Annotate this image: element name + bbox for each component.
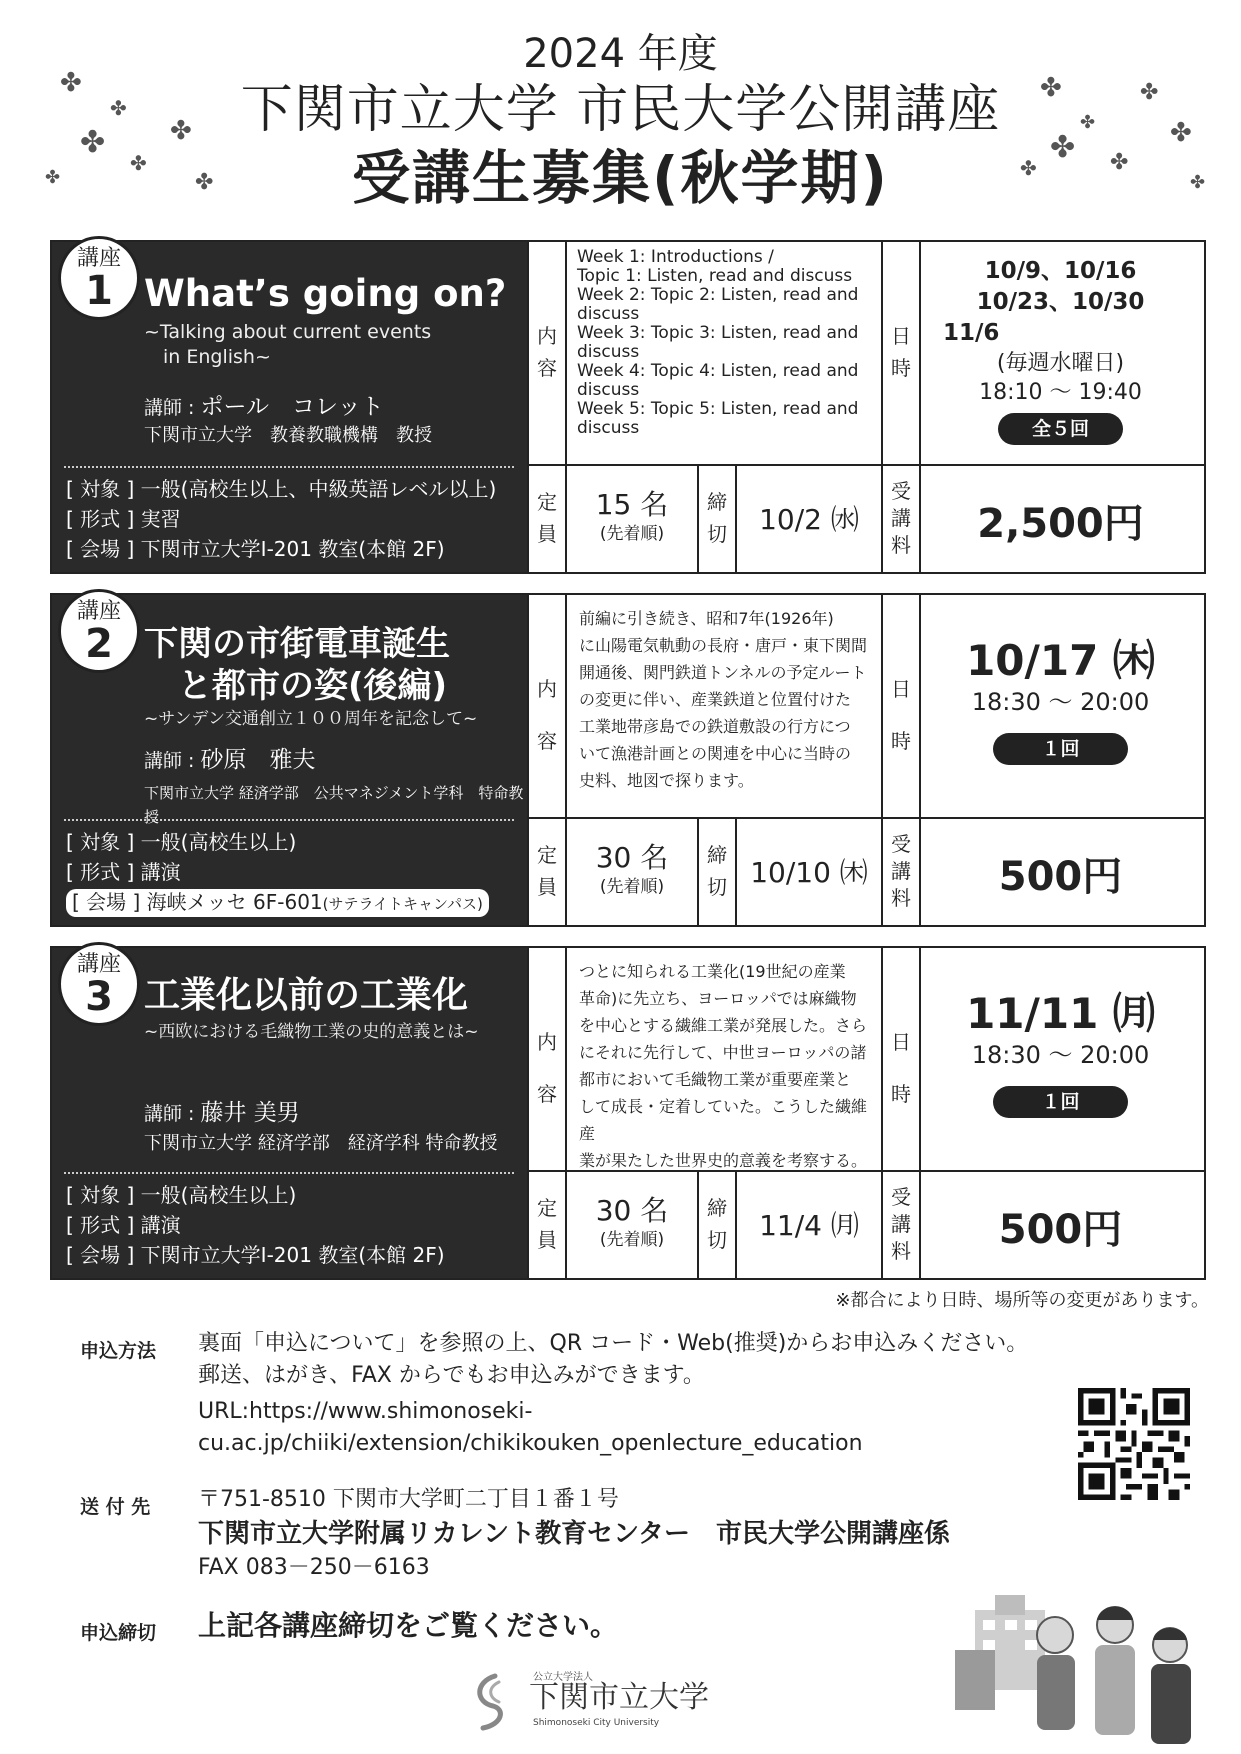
capacity-cell bbox=[565, 1172, 697, 1278]
deadline-section-label: 申込締切 bbox=[80, 1622, 157, 1644]
first-come-note: (先着順) bbox=[599, 524, 665, 544]
maple-leaf-icon: ✤ bbox=[1190, 172, 1206, 193]
course-number: 2 bbox=[85, 621, 113, 667]
content-line: 革命)に先立ち、ヨーロッパでは麻織物 bbox=[579, 989, 857, 1008]
content-label bbox=[527, 948, 565, 1170]
label-char: 内 bbox=[537, 677, 557, 701]
capacity-value: 30 名 bbox=[595, 1194, 669, 1227]
course-content bbox=[565, 948, 881, 1170]
fax-number: FAX 083－250－6163 bbox=[198, 1555, 430, 1580]
title-line: と都市の姿(後編) bbox=[144, 666, 448, 706]
course-card-2 bbox=[50, 593, 1206, 927]
deadline-value: 10/2 ㈬ bbox=[735, 466, 881, 572]
content-line: 工業地帯彦島での鉄道敷設の行方につ bbox=[579, 717, 851, 736]
fee-value: 2,500円 bbox=[919, 466, 1200, 572]
lecturer bbox=[144, 1100, 300, 1127]
schedule-line: 11/6 bbox=[943, 320, 1000, 346]
course-info-panel bbox=[52, 595, 527, 925]
maple-leaf-icon: ✤ bbox=[1040, 73, 1062, 103]
label-char: 受 bbox=[891, 832, 911, 856]
course-format: [ 形式 ] 実習 bbox=[66, 507, 181, 531]
label-char: 講 bbox=[891, 1212, 911, 1236]
schedule-date: 11/11 ㈪ bbox=[966, 989, 1155, 1038]
venue-note: (サテライトキャンパス) bbox=[322, 895, 483, 913]
schedule-line: 10/9、10/16 bbox=[984, 258, 1137, 284]
course-venue: [ 会場 ] 下関市立大学Ⅰ-201 教室(本館 2F) bbox=[66, 1243, 445, 1267]
url-line[interactable]: URL:https://www.shimonoseki- bbox=[198, 1399, 533, 1424]
target-audience: [ 対象 ] 一般(高校生以上) bbox=[66, 830, 297, 854]
lecturer-affiliation: 下関市立大学 教養教職機構 教授 bbox=[144, 425, 432, 446]
header-university: 下関市立大学 市民大学公開講座 bbox=[240, 80, 1001, 140]
date-label bbox=[881, 242, 919, 464]
lecturer-name: ポール コレット bbox=[200, 394, 384, 420]
label-char: 内 bbox=[537, 1030, 557, 1054]
content-line: にそれに先行して、中世ヨーロッパの諸 bbox=[579, 1043, 867, 1062]
course-label: 講座 bbox=[76, 599, 121, 624]
sessions-badge: １回 bbox=[993, 1086, 1127, 1118]
course-info-panel bbox=[52, 948, 527, 1278]
label-char: 講 bbox=[891, 506, 911, 530]
first-come-note: (先着順) bbox=[599, 877, 665, 897]
course-subtitle bbox=[144, 320, 431, 370]
label-char: 員 bbox=[537, 522, 557, 546]
maple-leaf-icon: ✤ bbox=[60, 68, 82, 98]
capacity-label bbox=[527, 1172, 565, 1278]
content-line: 業が果たした世界史的意義を考察する。 bbox=[579, 1151, 868, 1170]
content-label bbox=[527, 595, 565, 817]
label-char: 内 bbox=[537, 324, 557, 348]
label-char: 容 bbox=[537, 356, 557, 380]
course-title: What’s going on? bbox=[144, 272, 507, 315]
label-char: 時 bbox=[891, 356, 911, 380]
label-char: 時 bbox=[891, 729, 911, 753]
logo-mark-icon bbox=[465, 1672, 525, 1732]
fee-value: 500円 bbox=[919, 1172, 1200, 1278]
content-line: に山陽電気軌動の長府・唐戸・東下関間 bbox=[579, 636, 868, 655]
deadline-label bbox=[697, 1172, 735, 1278]
deadline-value: 10/10 ㈭ bbox=[735, 819, 881, 925]
course-number: 3 bbox=[85, 974, 113, 1020]
label-char: 定 bbox=[537, 843, 557, 867]
label-char: 容 bbox=[537, 1082, 557, 1106]
course-content bbox=[565, 242, 881, 464]
logo-en-text: Shimonoseki City University bbox=[533, 1718, 660, 1728]
content-line: discuss bbox=[577, 380, 640, 400]
venue-text: [ 会場 ] 海峡メッセ 6F-601 bbox=[72, 890, 323, 914]
lecturer-affiliation: 下関市立大学 経済学部 公共マネジメント学科 特命教授 bbox=[144, 784, 524, 826]
course-content bbox=[565, 595, 881, 817]
first-come-note: (先着順) bbox=[599, 1230, 665, 1250]
lecturer-prefix: 講師 : bbox=[144, 397, 201, 419]
deadline-value: 11/4 ㈪ bbox=[735, 1172, 881, 1278]
content-line: つとに知られる工業化(19世紀の産業 bbox=[579, 962, 846, 981]
deadline-label bbox=[697, 819, 735, 925]
maple-leaf-icon: ✤ bbox=[1050, 130, 1076, 165]
target-audience: [ 対象 ] 一般(高校生以上、中級英語レベル以上) bbox=[66, 477, 497, 501]
subtitle-line: in English~ bbox=[144, 346, 271, 368]
office-name: 下関市立大学附属リカレント教育センター 市民大学公開講座係 bbox=[198, 1519, 951, 1549]
content-label bbox=[527, 242, 565, 464]
course-number-badge bbox=[58, 942, 140, 1026]
method-label: 申込方法 bbox=[80, 1340, 157, 1362]
course-number-badge bbox=[58, 236, 140, 320]
date-label bbox=[881, 595, 919, 817]
course-card-3 bbox=[50, 946, 1206, 1280]
course-card-1 bbox=[50, 240, 1206, 574]
label-char: 定 bbox=[537, 490, 557, 514]
sessions-badge: １回 bbox=[993, 733, 1127, 765]
content-line: 開通後、関門鉄道トンネルの予定ルート bbox=[579, 663, 867, 682]
fee-label bbox=[881, 819, 919, 925]
url-line[interactable]: cu.ac.jp/chiiki/extension/chikikouken_openlecture_education bbox=[198, 1431, 863, 1456]
course-meta bbox=[66, 827, 489, 917]
capacity-label bbox=[527, 819, 565, 925]
date-label bbox=[881, 948, 919, 1170]
capacity-value: 15 名 bbox=[595, 488, 669, 521]
content-line: discuss bbox=[577, 342, 640, 362]
label-char: 講 bbox=[891, 859, 911, 883]
fee-value: 500円 bbox=[919, 819, 1200, 925]
logo-name: 下関市立大学 bbox=[529, 1680, 709, 1715]
header-title: 受講生募集(秋学期) bbox=[351, 144, 890, 212]
lecturer bbox=[144, 747, 315, 774]
sessions-badge: 全５回 bbox=[998, 413, 1123, 445]
course-number: 1 bbox=[85, 268, 113, 314]
header-year: 2024 年度 bbox=[523, 31, 718, 77]
label-char: 員 bbox=[537, 1228, 557, 1252]
deadline-text: 上記各講座締切をご覧ください。 bbox=[198, 1609, 619, 1642]
capacity-value: 30 名 bbox=[595, 841, 669, 874]
content-line: Week 4: Topic 4: Listen, read and bbox=[577, 361, 859, 381]
course-title bbox=[144, 623, 450, 707]
schedule-line: 10/23、10/30 bbox=[976, 289, 1145, 315]
label-char: 日 bbox=[891, 1030, 911, 1054]
course-subtitle: ~西欧における毛織物工業の史的意義とは~ bbox=[144, 1022, 479, 1042]
schedule-time: 18:10 ～ 19:40 bbox=[979, 380, 1142, 405]
course-meta bbox=[66, 474, 496, 564]
people-illustration bbox=[955, 1590, 1205, 1750]
content-line: Week 3: Topic 3: Listen, read and bbox=[577, 323, 859, 343]
send-address bbox=[198, 1484, 950, 1584]
label-char: 受 bbox=[891, 479, 911, 503]
schedule-time: 18:30 ～ 20:00 bbox=[971, 688, 1150, 716]
course-venue: [ 会場 ] 下関市立大学Ⅰ-201 教室(本館 2F) bbox=[66, 537, 445, 561]
course-label: 講座 bbox=[76, 246, 121, 271]
label-char: 員 bbox=[537, 875, 557, 899]
maple-leaf-icon: ✤ bbox=[1080, 112, 1096, 133]
maple-leaf-icon: ✤ bbox=[45, 167, 61, 188]
content-line: Week 1: Introductions / bbox=[577, 247, 774, 267]
maple-leaf-icon: ✤ bbox=[195, 170, 214, 195]
deadline-label bbox=[697, 466, 735, 572]
target-audience: [ 対象 ] 一般(高校生以上) bbox=[66, 1183, 297, 1207]
change-notice: ※都合により日時、場所等の変更があります。 bbox=[835, 1290, 1209, 1311]
course-schedule bbox=[919, 948, 1200, 1170]
lecturer bbox=[144, 394, 384, 421]
course-title: 工業化以前の工業化 bbox=[144, 975, 469, 1016]
subtitle-line: ~Talking about current events bbox=[144, 321, 432, 343]
label-char: 締 bbox=[707, 843, 727, 867]
lecturer-name: 藤井 美男 bbox=[200, 1100, 300, 1126]
label-char: 受 bbox=[891, 1185, 911, 1209]
course-schedule bbox=[919, 242, 1200, 464]
method-text bbox=[198, 1328, 1028, 1460]
content-line: Topic 1: Listen, read and discuss bbox=[577, 266, 853, 286]
send-label: 送 付 先 bbox=[80, 1496, 151, 1518]
method-line: 郵送、はがき、FAX からでもお申込みができます。 bbox=[198, 1363, 705, 1388]
label-char: 容 bbox=[537, 729, 557, 753]
fee-label bbox=[881, 1172, 919, 1278]
course-schedule bbox=[919, 595, 1200, 817]
content-line: Week 2: Topic 2: Listen, read and bbox=[577, 285, 859, 305]
schedule-weekday: (毎週水曜日) bbox=[996, 351, 1125, 376]
title-line: 下関の市街電車誕生 bbox=[144, 624, 450, 664]
label-char: 料 bbox=[891, 886, 911, 910]
label-char: 切 bbox=[707, 522, 727, 546]
lecturer-prefix: 講師 : bbox=[144, 1103, 201, 1125]
postal-address: 〒751-8510 下関市大学町二丁目１番１号 bbox=[198, 1487, 619, 1512]
label-char: 料 bbox=[891, 533, 911, 557]
divider bbox=[64, 1172, 514, 1174]
content-line: して成長・定着していた。こうした繊維産 bbox=[579, 1097, 868, 1143]
schedule-time: 18:30 ～ 20:00 bbox=[971, 1041, 1150, 1069]
course-subtitle: ~サンデン交通創立１００周年を記念して~ bbox=[144, 709, 478, 729]
lecturer-affiliation: 下関市立大学 経済学部 経済学科 特命教授 bbox=[144, 1133, 498, 1154]
label-char: 料 bbox=[891, 1239, 911, 1263]
label-char: 切 bbox=[707, 1228, 727, 1252]
content-line: discuss bbox=[577, 304, 640, 324]
content-line: discuss bbox=[577, 418, 640, 438]
label-char: 締 bbox=[707, 490, 727, 514]
capacity-cell bbox=[565, 819, 697, 925]
lecturer-name: 砂原 雅夫 bbox=[200, 747, 316, 773]
content-line: いて漁港計画との関連を中心に当時の bbox=[579, 744, 852, 763]
course-info-panel bbox=[52, 242, 527, 572]
course-venue bbox=[66, 889, 489, 917]
label-char: 日 bbox=[891, 677, 911, 701]
content-line: 史料、地図で探ります。 bbox=[579, 771, 754, 790]
course-format: [ 形式 ] 講演 bbox=[66, 1213, 181, 1237]
maple-leaf-icon: ✤ bbox=[80, 125, 106, 160]
label-char: 締 bbox=[707, 1196, 727, 1220]
maple-leaf-icon: ✤ bbox=[170, 116, 192, 146]
maple-leaf-icon: ✤ bbox=[130, 151, 147, 175]
divider bbox=[64, 819, 514, 821]
logo-small-text: 公立大学法人 bbox=[533, 1672, 593, 1683]
maple-leaf-icon: ✤ bbox=[1170, 118, 1192, 148]
label-char: 切 bbox=[707, 875, 727, 899]
content-line: 前編に引き続き、昭和7年(1926年) bbox=[579, 609, 834, 628]
content-line: の変更に伴い、産業鉄道と位置付けた bbox=[579, 690, 852, 709]
fee-label bbox=[881, 466, 919, 572]
course-label: 講座 bbox=[76, 952, 121, 977]
university-logo bbox=[465, 1668, 725, 1738]
content-line: を中心とする繊維工業が発展した。さら bbox=[579, 1016, 868, 1035]
qr-code-icon[interactable] bbox=[1078, 1388, 1190, 1500]
label-char: 時 bbox=[891, 1082, 911, 1106]
content-line: Week 5: Topic 5: Listen, read and bbox=[577, 399, 859, 419]
maple-leaf-icon: ✤ bbox=[1020, 156, 1037, 180]
course-format: [ 形式 ] 講演 bbox=[66, 860, 181, 884]
course-meta bbox=[66, 1180, 445, 1270]
lecturer-prefix: 講師 : bbox=[144, 750, 201, 772]
method-line: 裏面「申込について」を参照の上、QR コード・Web(推奨)からお申込みください。 bbox=[198, 1331, 1029, 1356]
schedule-date: 10/17 ㈭ bbox=[966, 636, 1155, 685]
maple-leaf-icon: ✤ bbox=[1140, 80, 1159, 105]
maple-leaf-icon: ✤ bbox=[110, 96, 127, 120]
label-char: 日 bbox=[891, 324, 911, 348]
course-number-badge bbox=[58, 589, 140, 673]
content-line: 都市において毛織物工業が重要産業と bbox=[579, 1070, 852, 1089]
maple-leaf-icon: ✤ bbox=[1110, 150, 1129, 175]
capacity-cell bbox=[565, 466, 697, 572]
label-char: 定 bbox=[537, 1196, 557, 1220]
divider bbox=[64, 466, 514, 468]
capacity-label bbox=[527, 466, 565, 572]
